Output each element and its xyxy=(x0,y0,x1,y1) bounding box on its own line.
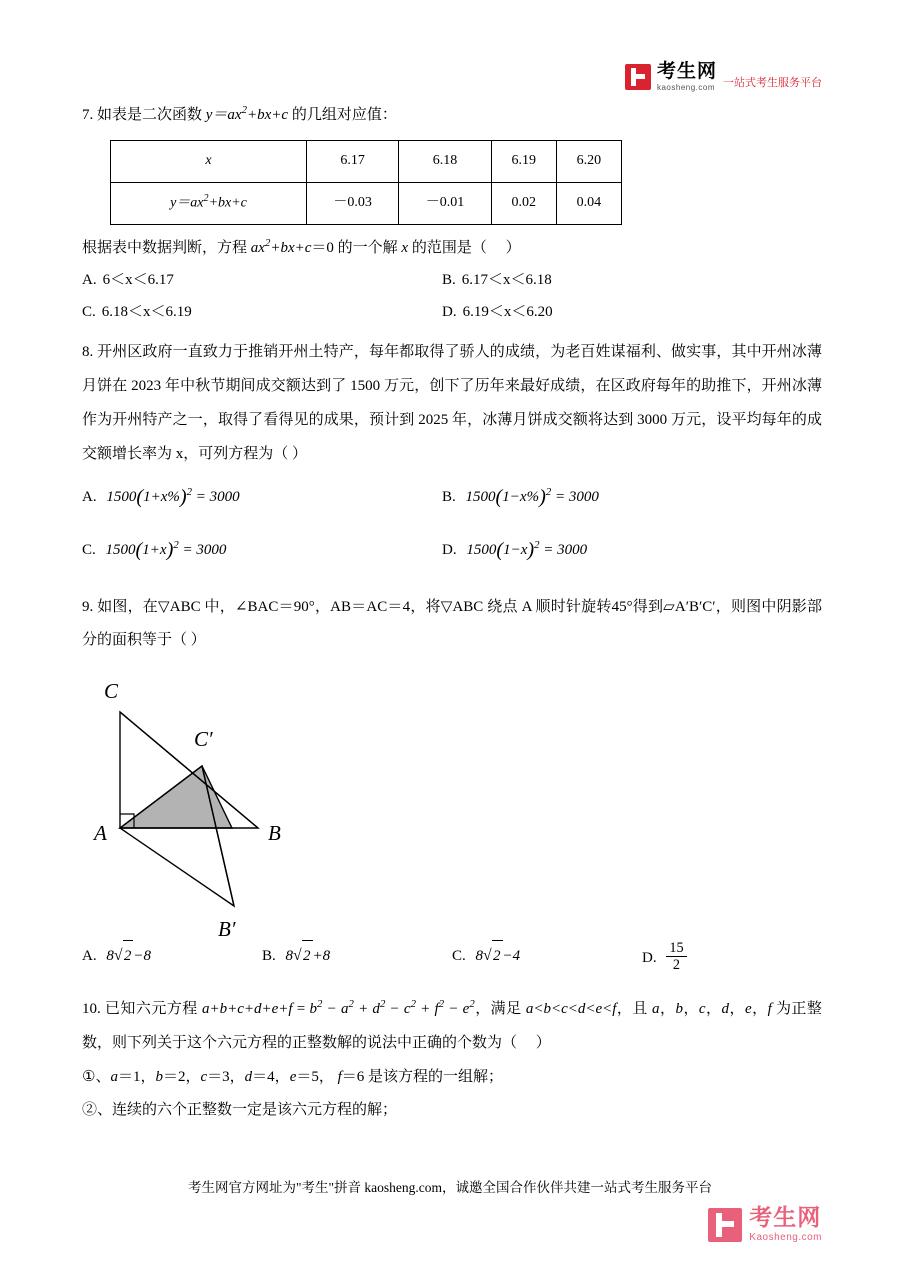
question-9-stem: 9. 如图，在▽ABC 中，∠BAC＝90°，AB＝AC＝4，将▽ABC 绕点 A 顺时针旋转45°得到▱A′B′C′，则图中阴影部分的面积等于（ ） xyxy=(82,598,822,649)
shaded-region xyxy=(120,766,232,828)
question-10 xyxy=(82,992,822,1128)
q8-option-d[interactable]: D. $1500(1-x)^2 = 3000$ xyxy=(442,538,588,561)
q7-row1-v2: 6.18 xyxy=(399,140,491,182)
q7-option-c[interactable]: C. 6.18＜x＜6.19 xyxy=(82,303,192,320)
q7-stem-lead: 7. 如表是二次函数 xyxy=(82,107,206,123)
q7-stem-tail: 的几组对应值： xyxy=(288,107,397,123)
q7-row2-v4: 0.04 xyxy=(556,182,621,224)
question-8-stem: 8. 开州区政府一直致力于推销开州土特产，每年都取得了骄人的成绩，为老百姓谋福利、做实事，其中开州冰薄月饼在 2023 年中秋节期间成交额达到了 1500 万元，创下了历年来最好成绩，在区政府每年的助推下，开州冰薄作为开州特产之一，取得了看得见的成果，预计到 2025 年，冰薄月饼成交额将达到 3000 万元，设平均每年的成交额增长率为 x，可列方程为（ ） xyxy=(82,344,822,462)
q7-row2-v3: 0.02 xyxy=(491,182,556,224)
site-logo xyxy=(625,62,822,92)
label-b-prime: B′ xyxy=(218,917,236,942)
logo-domain: kaosheng.com xyxy=(656,83,716,92)
edge-cprime-bprime xyxy=(202,766,234,906)
q8-options-row-1 xyxy=(82,471,822,524)
q7-row1-label: x xyxy=(111,140,307,182)
q9-option-b[interactable]: B. 8 √ 2 +8 xyxy=(262,940,452,974)
q7-row1-v1: 6.17 xyxy=(307,140,399,182)
question-7-stem xyxy=(82,100,822,130)
q7-options-row-1 xyxy=(82,265,822,297)
q8-option-a-expr: $1500(1+x\%)^2 = 3000$ xyxy=(106,486,240,509)
q7-option-b[interactable]: B. 6.17＜x＜6.18 xyxy=(442,272,552,289)
footer-logo-mark-icon xyxy=(708,1208,742,1242)
question-9 xyxy=(82,591,822,975)
q7-row1-v4: 6.20 xyxy=(556,140,621,182)
q9-geometry-diagram xyxy=(82,668,642,942)
q7-values-table xyxy=(110,140,622,225)
logo-mark-icon xyxy=(625,64,651,90)
q7-option-d[interactable]: D. 6.19＜x＜6.20 xyxy=(442,303,553,320)
q7-sub-stem: 根据表中数据判断，方程 $ax^2+bx+c=0$ 的一个解 x 的范围是（ ） xyxy=(82,236,521,256)
q9-option-d[interactable]: D. $\frac{15}{2}$ xyxy=(642,940,687,974)
q8-options-row-2 xyxy=(82,524,822,577)
logo-title: 考生网 xyxy=(656,61,717,82)
q7-row2-label: $y=ax^2+bx+c$ xyxy=(111,182,307,224)
label-c: C xyxy=(104,679,119,704)
q8-option-a[interactable]: A. $1500(1+x\%)^2 = 3000$ xyxy=(82,486,240,509)
q10-item-2: ②、连续的六个正整数一定是该六元方程的解； xyxy=(82,1102,398,1119)
footer-logo-domain: Kaosheng.com xyxy=(749,1232,822,1243)
footer-logo-title: 考生网 xyxy=(749,1204,822,1230)
q7-row2-v2: －0.01 xyxy=(399,182,491,224)
footer-note: 考生网官方网址为"考生"拼音 kaosheng.com，诚邀全国合作伙伴共建一站式考生服务平台 xyxy=(187,1180,712,1195)
q8-option-b[interactable]: B. $1500(1-x\%)^2 = 3000$ xyxy=(442,486,599,509)
q7-stem-formula: $y=ax^2+bx+c$ xyxy=(205,104,289,123)
q9-option-a[interactable]: A. 8 √ 2 −8 xyxy=(82,940,262,974)
q8-option-c[interactable]: C. $1500(1+x)^2 = 3000$ xyxy=(82,538,227,561)
logo-slogan: 一站式考生服务平台 xyxy=(723,77,822,89)
document-content xyxy=(82,100,822,1130)
q10-item-1: ①、a＝1，b＝2，c＝3，d＝4，e＝5， f＝6 是该方程的一组解； xyxy=(82,1068,504,1085)
question-10-stem: 10. 已知六元方程 $a+b+c+d+e+f = b^2 - a^2 + d^2 - c^2 + f^2 - e^2$，满足 a<b<c<d<e<f，且 a，b，c，d，e，f 为正整数，则下列关于这个六元方程的正整数解的说法中正确的个数为（ ） xyxy=(82,998,822,1051)
q7-row2-v1: －0.03 xyxy=(307,182,399,224)
footer-logo xyxy=(708,1206,822,1243)
label-c-prime: C′ xyxy=(194,727,213,752)
table-row xyxy=(111,182,622,224)
q7-row1-v3: 6.19 xyxy=(491,140,556,182)
q7-option-a[interactable]: A. 6＜x＜6.17 xyxy=(82,272,174,289)
label-b: B xyxy=(268,821,281,846)
label-a: A xyxy=(94,821,107,846)
q8-option-c-expr: $1500(1+x)^2 = 3000$ xyxy=(105,538,227,561)
q9-option-c[interactable]: C. 8 √ 2 −4 xyxy=(452,940,642,974)
q9-options-row xyxy=(82,940,822,974)
q8-option-b-expr: $1500(1-x\%)^2 = 3000$ xyxy=(465,486,599,509)
logo-text xyxy=(657,62,717,92)
q8-option-d-expr: $1500(1-x)^2 = 3000$ xyxy=(466,538,588,561)
question-7 xyxy=(82,100,822,328)
table-row xyxy=(111,140,622,182)
q9-figure xyxy=(82,668,642,942)
q7-options-row-2 xyxy=(82,297,822,329)
question-8 xyxy=(82,336,822,576)
